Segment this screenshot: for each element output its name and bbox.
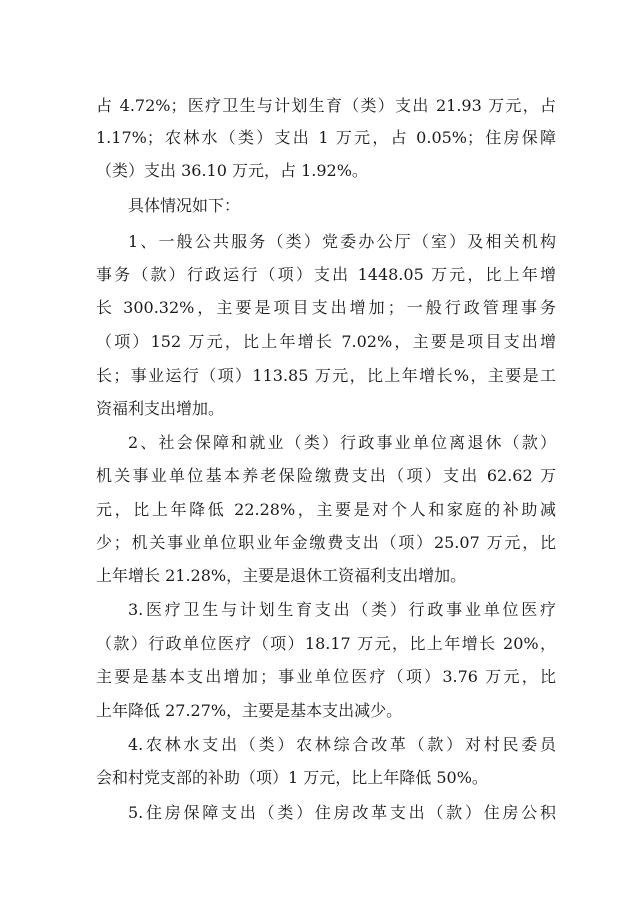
paragraph-line: 元，比上年降低 22.28%，主要是对个人和家庭的补助减 — [96, 500, 556, 519]
paragraph-line: （款）行政单位医疗（项）18.17 万元，比上年增长 20%， — [96, 634, 556, 653]
paragraph-line: 长 300.32%，主要是项目支出增加；一般行政管理事务 — [96, 298, 556, 317]
paragraph-line: 少；机关事业单位职业年金缴费支出（项）25.07 万元，比 — [96, 533, 556, 552]
paragraph-line: 5.住房保障支出（类）住房改革支出（款）住房公积 — [128, 803, 556, 822]
paragraph-line: 长；事业运行（项）113.85 万元，比上年增长%，主要是工 — [96, 366, 556, 385]
paragraph-line: 1.17%；农林水（类）支出 1 万元，占 0.05%；住房保障 — [96, 128, 556, 147]
paragraph-line: 上年增长 21.28%，主要是退休工资福利支出增加。 — [96, 566, 467, 585]
paragraph-line: 事务（款）行政运行（项）支出 1448.05 万元，比上年增 — [96, 265, 556, 284]
paragraph-line: 2、社会保障和就业（类）行政事业单位离退休（款） — [128, 433, 556, 452]
paragraph-line: （项）152 万元，比上年增长 7.02%，主要是项目支出增 — [96, 332, 556, 351]
section-intro: 具体情况如下： — [128, 196, 241, 215]
paragraph-line: 上年降低 27.27%，主要是基本支出减少。 — [96, 701, 403, 720]
paragraph-line: 主要是基本支出增加；事业单位医疗（项）3.76 万元，比 — [96, 667, 556, 686]
paragraph-line: 占 4.72%；医疗卫生与计划生育（类）支出 21.93 万元，占 — [96, 96, 556, 115]
paragraph-line: 会和村党支部的补助（项）1 万元，比上年降低 50%。 — [96, 768, 488, 787]
paragraph-line: 3.医疗卫生与计划生育支出（类）行政事业单位医疗 — [128, 600, 556, 619]
paragraph-line: 1、一般公共服务（类）党委办公厅（室）及相关机构 — [128, 232, 556, 251]
paragraph-line: （类）支出 36.10 万元，占 1.92%。 — [96, 161, 368, 180]
paragraph-line: 机关事业单位基本养老保险缴费支出（项）支出 62.62 万 — [96, 466, 556, 485]
paragraph-line: 资福利支出增加。 — [96, 399, 225, 418]
paragraph-line: 4.农林水支出（类）农林综合改革（款）对村民委员 — [128, 735, 556, 754]
